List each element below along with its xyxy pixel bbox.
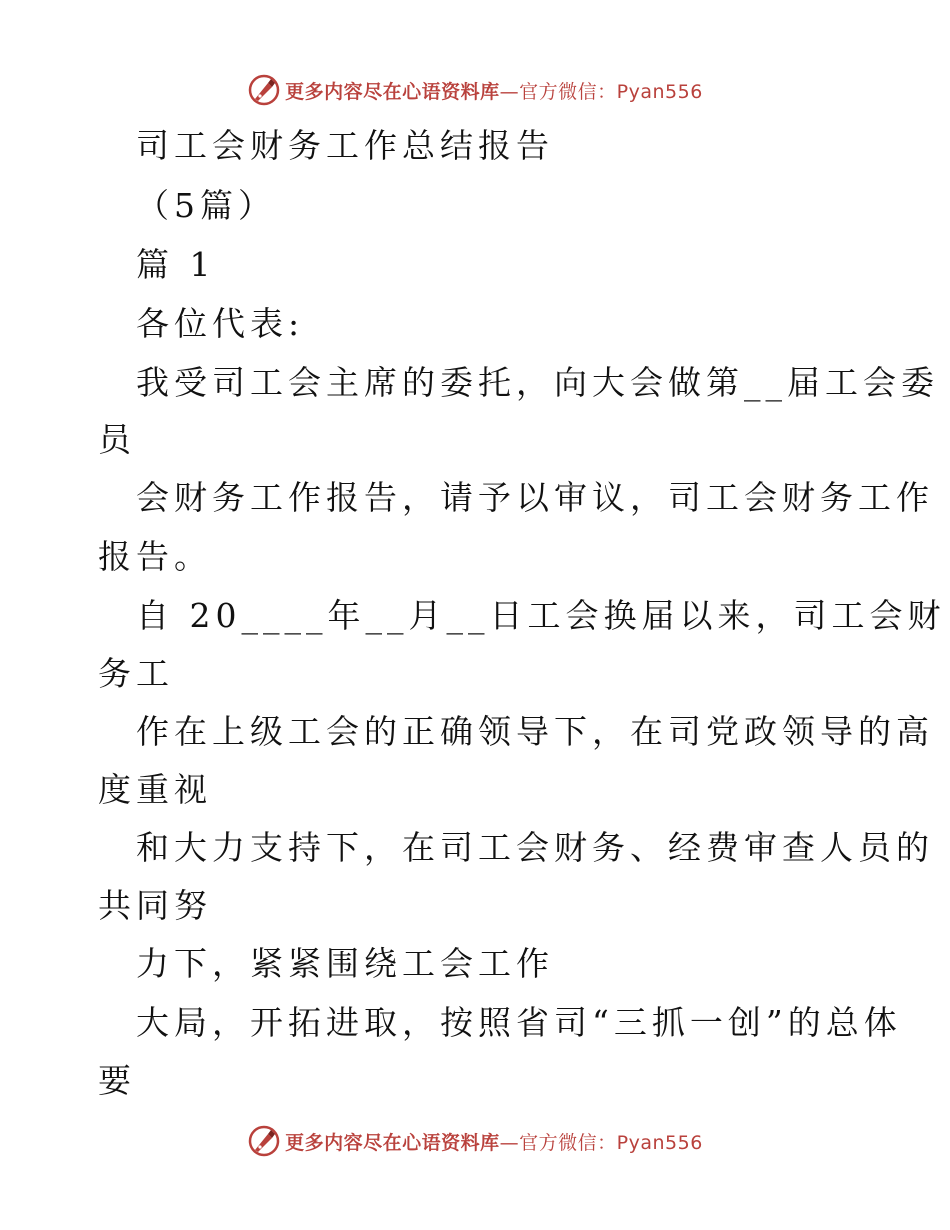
watermark-dash: — (499, 80, 520, 103)
watermark-main-text: 更多内容尽在心语资料库 (285, 1131, 500, 1154)
watermark-text (285, 1128, 703, 1155)
paragraph-line: 我受司工会主席的委托，向大会做第__届工会委 (136, 363, 939, 402)
document-title: 司工会财务工作总结报告 (136, 126, 554, 165)
paragraph-line: 力下，紧紧围绕工会工作 (136, 944, 554, 983)
watermark-banner-top (0, 70, 950, 110)
watermark-wechat-text: 官方微信：Pyan556 (519, 1131, 703, 1154)
paragraph-line: 度重视 (98, 770, 212, 809)
watermark-dash: — (499, 1131, 520, 1154)
pen-nib-circle-icon (247, 73, 281, 107)
watermark-text (285, 77, 703, 104)
paragraph-line: 大局，开拓进取，按照省司“三抓一创”的总体 (136, 1003, 902, 1042)
watermark-main-text: 更多内容尽在心语资料库 (285, 80, 500, 103)
section-heading: 篇 1 (136, 245, 216, 284)
paragraph-line: 会财务工作报告，请予以审议，司工会财务工作 (136, 478, 934, 517)
paragraph-line: 共同努 (98, 886, 212, 925)
paragraph-line: 报告。 (98, 537, 212, 576)
pen-nib-circle-icon (247, 1124, 281, 1158)
document-subtitle: （5篇） (136, 186, 276, 225)
paragraph-line: 作在上级工会的正确领导下，在司党政领导的高 (136, 712, 934, 751)
watermark-wechat-text: 官方微信：Pyan556 (519, 80, 703, 103)
watermark-banner-bottom (0, 1121, 950, 1161)
paragraph-line: 务工 (98, 654, 174, 693)
paragraph-line: 员 (98, 420, 136, 459)
paragraph-line: 自 20____年__月__日工会换届以来，司工会财 (136, 596, 946, 635)
paragraph-line: 要 (98, 1061, 136, 1100)
paragraph-line: 和大力支持下，在司工会财务、经费审查人员的 (136, 828, 934, 867)
salutation: 各位代表: (136, 304, 305, 343)
